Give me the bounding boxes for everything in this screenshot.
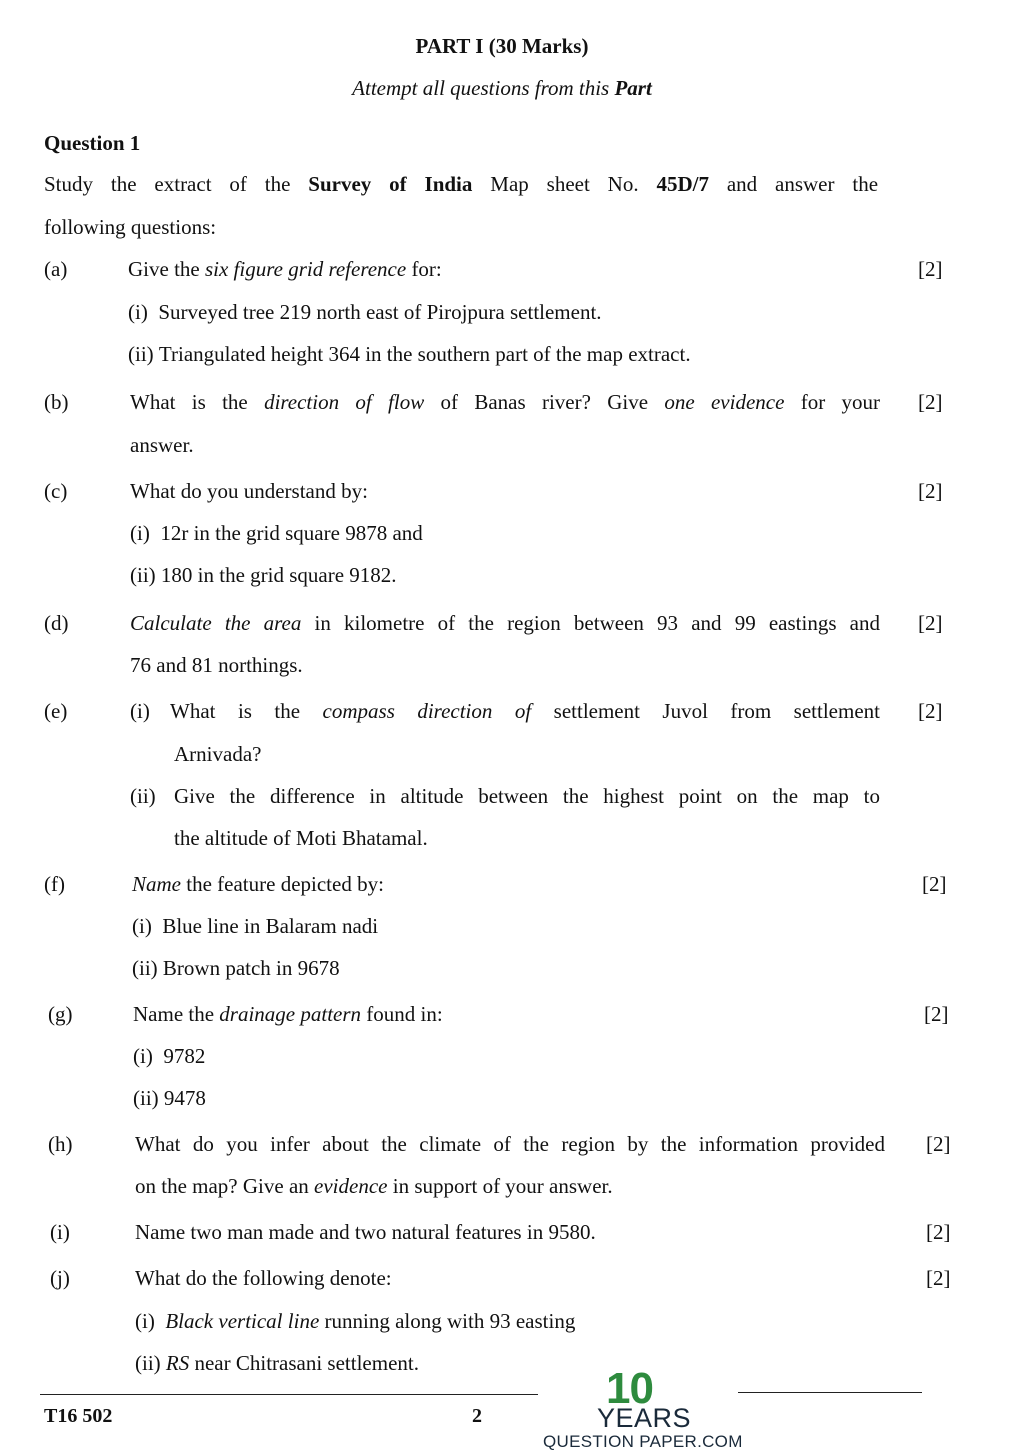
part-h-letter: (h) (48, 1132, 73, 1156)
part-c-sub-i (130, 521, 423, 546)
part-d-question (130, 611, 880, 636)
part-f-question (132, 872, 384, 897)
part-f-sub-ii (132, 956, 340, 981)
part-i-letter: (i) (50, 1220, 70, 1244)
part-f-letter: (f) (44, 872, 65, 896)
footer-rule-right (738, 1392, 922, 1393)
sub-label: (i) (133, 1044, 153, 1068)
footer-rule-left (40, 1394, 538, 1395)
q-text: in kilometre of the region between 93 and 99 eastings and (314, 611, 880, 635)
intro-sheet-number: 45D/7 (656, 172, 709, 196)
sub-label: (ii) (128, 342, 154, 366)
question-intro-line1 (44, 172, 878, 197)
intro-text: and answer the (726, 172, 879, 196)
part-f-marks: [2] (922, 872, 947, 896)
intro-text: Study the extract of the (44, 172, 291, 196)
part-g-letter: (g) (48, 1002, 73, 1026)
part-a-sub-ii (128, 342, 691, 367)
q-text: What is the (170, 699, 301, 723)
part-a-question (128, 257, 442, 282)
sub-label: (ii) (132, 956, 158, 980)
part-a-sub-i (128, 300, 602, 325)
part-b-marks: [2] (918, 390, 943, 414)
q-text: of Banas river? Give (440, 390, 649, 414)
sub-text: 9782 (163, 1044, 206, 1068)
sub-label: (i) (135, 1309, 155, 1333)
sub-text: running along with 93 easting (324, 1309, 576, 1333)
sub-text: 9478 (163, 1086, 206, 1110)
sub-label: (ii) (135, 1351, 161, 1375)
q-text: on the map? Give an (135, 1174, 309, 1198)
sub-label: (i) (128, 300, 148, 324)
watermark-logo-number: 10 (606, 1364, 653, 1413)
part-instruction (0, 76, 1004, 101)
part-j-question: What do the following denote: (135, 1266, 392, 1290)
q-text: settlement Juvol from settlement (553, 699, 880, 723)
question-title: Question 1 (44, 131, 141, 155)
part-g-question (133, 1002, 443, 1027)
part-h-marks: [2] (926, 1132, 951, 1156)
q-emphasis: drainage pattern (219, 1002, 362, 1026)
q-emphasis: evidence (314, 1174, 388, 1198)
q-emphasis: six figure grid reference (204, 257, 407, 281)
part-g-sub-ii (133, 1086, 206, 1111)
q-text: for your (800, 390, 881, 414)
part-d-letter: (d) (44, 611, 69, 635)
sub-text: Surveyed tree 219 north east of Pirojpura settlement. (158, 300, 602, 324)
q-emphasis: direction of flow (264, 390, 425, 414)
sub-text: Blue line in Balaram nadi (162, 914, 379, 938)
part-e-sub-i (170, 699, 880, 724)
q-text: found in: (366, 1002, 443, 1026)
sub-text: 12r in the grid square 9878 and (160, 521, 423, 545)
sub-label: (ii) (133, 1086, 159, 1110)
part-j-sub-ii (135, 1351, 419, 1376)
part-d-line2: 76 and 81 northings. (130, 653, 303, 677)
watermark-logo-years: YEARS (597, 1403, 692, 1433)
part-title: PART I (30 Marks) (415, 34, 589, 58)
part-h-line2 (135, 1174, 613, 1199)
q-text: for: (411, 257, 442, 281)
part-e-sub-i-line2: Arnivada? (174, 742, 262, 766)
part-c-sub-ii (130, 563, 397, 588)
watermark-logo-site: QUESTION PAPER.COM (543, 1432, 743, 1451)
part-b-line2: answer. (130, 433, 194, 457)
part-j-letter: (j) (50, 1266, 70, 1290)
part-j-marks: [2] (926, 1266, 951, 1290)
q-emphasis: one evidence (664, 390, 785, 414)
part-b-question (130, 390, 880, 415)
part-e-sub-ii-line2: the altitude of Moti Bhatamal. (174, 826, 428, 850)
part-b-letter: (b) (44, 390, 69, 414)
q-emphasis: Black vertical line (165, 1309, 320, 1333)
sub-text: 180 in the grid square 9182. (160, 563, 397, 587)
q-emphasis: Calculate the area (130, 611, 302, 635)
sub-label: (i) (132, 914, 152, 938)
sub-label: (ii) (130, 563, 156, 587)
q-emphasis: RS (165, 1351, 190, 1375)
sub-text: Brown patch in 9678 (162, 956, 340, 980)
part-c-marks: [2] (918, 479, 943, 503)
part-i-question: Name two man made and two natural features in 9580. (135, 1220, 596, 1244)
part-i-marks: [2] (926, 1220, 951, 1244)
q-emphasis: compass direction of (322, 699, 532, 723)
q-text: in support of your answer. (392, 1174, 613, 1198)
sub-label: (i) (130, 521, 150, 545)
part-c-question: What do you understand by: (130, 479, 368, 503)
q-text: the feature depicted by: (186, 872, 384, 896)
sub-text: near Chitrasani settlement. (194, 1351, 419, 1375)
instruction-text: Attempt all questions from this (352, 76, 610, 100)
part-g-marks: [2] (924, 1002, 949, 1026)
q-text: Name the (133, 1002, 215, 1026)
part-e-sub-ii-label: (ii) (130, 784, 156, 808)
footer-paper-code: T16 502 (44, 1405, 113, 1427)
intro-text: Map sheet No. (490, 172, 639, 196)
q-emphasis: Name (132, 872, 181, 896)
q-text: Give the (128, 257, 200, 281)
part-e-letter: (e) (44, 699, 68, 723)
part-g-sub-i (133, 1044, 205, 1069)
part-d-marks: [2] (918, 611, 943, 635)
part-f-sub-i (132, 914, 378, 939)
part-h-question: What do you infer about the climate of the region by the information provided (135, 1132, 885, 1156)
part-e-sub-i-label: (i) (130, 699, 150, 723)
sub-text: Triangulated height 364 in the southern part of the map extract. (158, 342, 691, 366)
part-a-marks: [2] (918, 257, 943, 281)
instruction-part: Part (614, 76, 652, 100)
question-intro-line2: following questions: (44, 215, 217, 239)
footer-page-number: 2 (472, 1405, 482, 1427)
q-text: What is the (130, 390, 248, 414)
part-c-letter: (c) (44, 479, 68, 503)
part-e-sub-ii: Give the difference in altitude between the highest point on the map to (174, 784, 880, 808)
intro-survey: Survey of India (308, 172, 473, 196)
part-e-marks: [2] (918, 699, 943, 723)
part-j-sub-i (135, 1309, 575, 1334)
part-a-letter: (a) (44, 257, 68, 281)
